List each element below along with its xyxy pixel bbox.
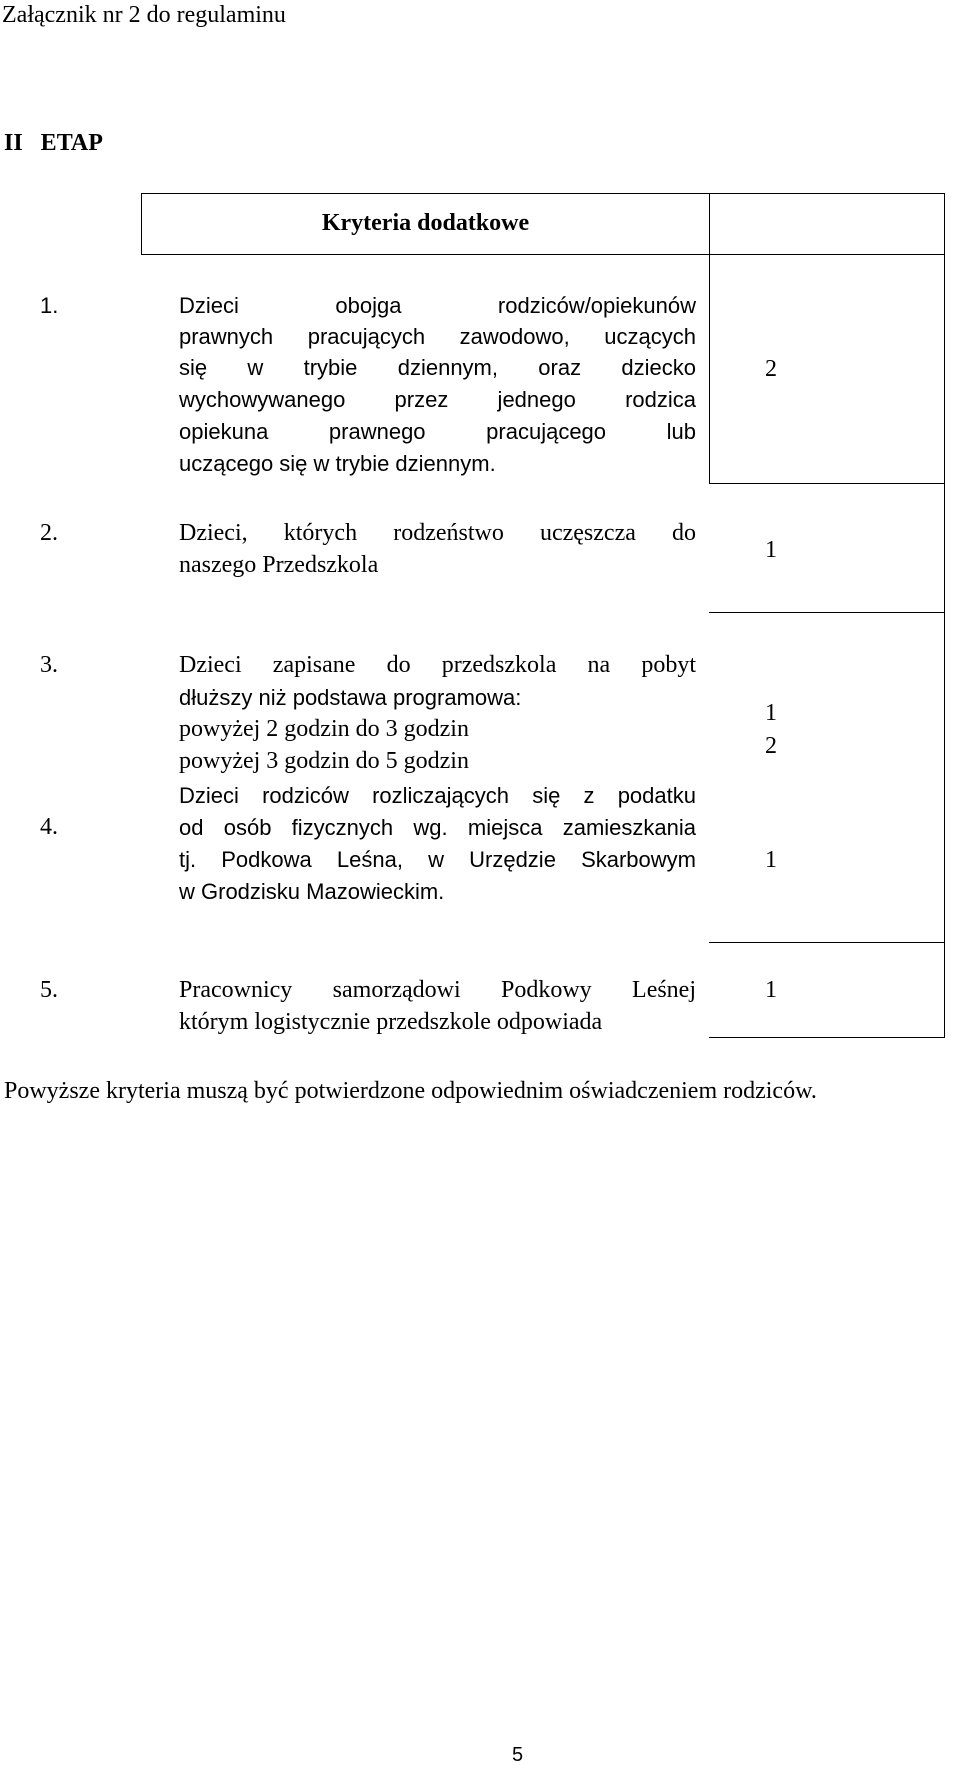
- row-number: 5.: [40, 977, 58, 1003]
- row-number: 3.: [40, 652, 58, 678]
- table-title: Kryteria dodatkowe: [321, 210, 530, 236]
- criterion-line: się w trybie dziennym, oraz dziecko: [179, 355, 696, 380]
- stage-heading: II ETAP: [4, 130, 103, 156]
- annex-title: Załącznik nr 2 do regulaminu: [2, 2, 286, 28]
- row-number: 1.: [40, 293, 59, 318]
- criterion-line: Dzieci zapisane do przedszkola na pobyt: [179, 652, 696, 678]
- points-value: 1: [765, 977, 777, 1003]
- points-value: 2: [765, 733, 777, 759]
- criterion-line: powyżej 2 godzin do 3 godzin: [179, 716, 469, 742]
- row-number: 4.: [40, 814, 58, 840]
- criterion-line: powyżej 3 godzin do 5 godzin: [179, 748, 469, 774]
- criterion-line: naszego Przedszkola: [179, 552, 379, 578]
- criterion-line: Dzieci obojga rodziców/opiekunów: [179, 293, 696, 318]
- criterion-line: Dzieci rodziców rozliczających się z podatku: [179, 783, 696, 808]
- criterion-line: którym logistycznie przedszkole odpowiada: [179, 1009, 603, 1035]
- points-value: 1: [765, 537, 777, 563]
- criterion-line: opiekuna prawnego pracującego lub: [179, 419, 696, 444]
- footer-note: Powyższe kryteria muszą być potwierdzone odpowiednim oświadczeniem rodziców.: [4, 1078, 817, 1104]
- criterion-line: Pracownicy samorządowi Podkowy Leśnej: [179, 977, 696, 1003]
- page-number: 5: [512, 1744, 524, 1766]
- criterion-line: Dzieci, których rodzeństwo uczęszcza do: [179, 520, 696, 546]
- points-value: 1: [765, 847, 777, 873]
- criterion-line: prawnych pracujących zawodowo, uczących: [179, 324, 696, 349]
- criterion-line: w Grodzisku Mazowieckim.: [179, 879, 445, 904]
- criterion-line: dłuższy niż podstawa programowa:: [179, 685, 522, 710]
- points-value: 1: [765, 700, 777, 726]
- criterion-line: wychowywanego przez jednego rodzica: [179, 387, 696, 412]
- criterion-line: tj. Podkowa Leśna, w Urzędzie Skarbowym: [179, 847, 696, 872]
- criterion-line: uczącego się w trybie dziennym.: [179, 451, 496, 476]
- points-value: 2: [765, 356, 777, 382]
- criterion-line: od osób fizycznych wg. miejsca zamieszkania: [179, 815, 696, 840]
- row-number: 2.: [40, 520, 58, 546]
